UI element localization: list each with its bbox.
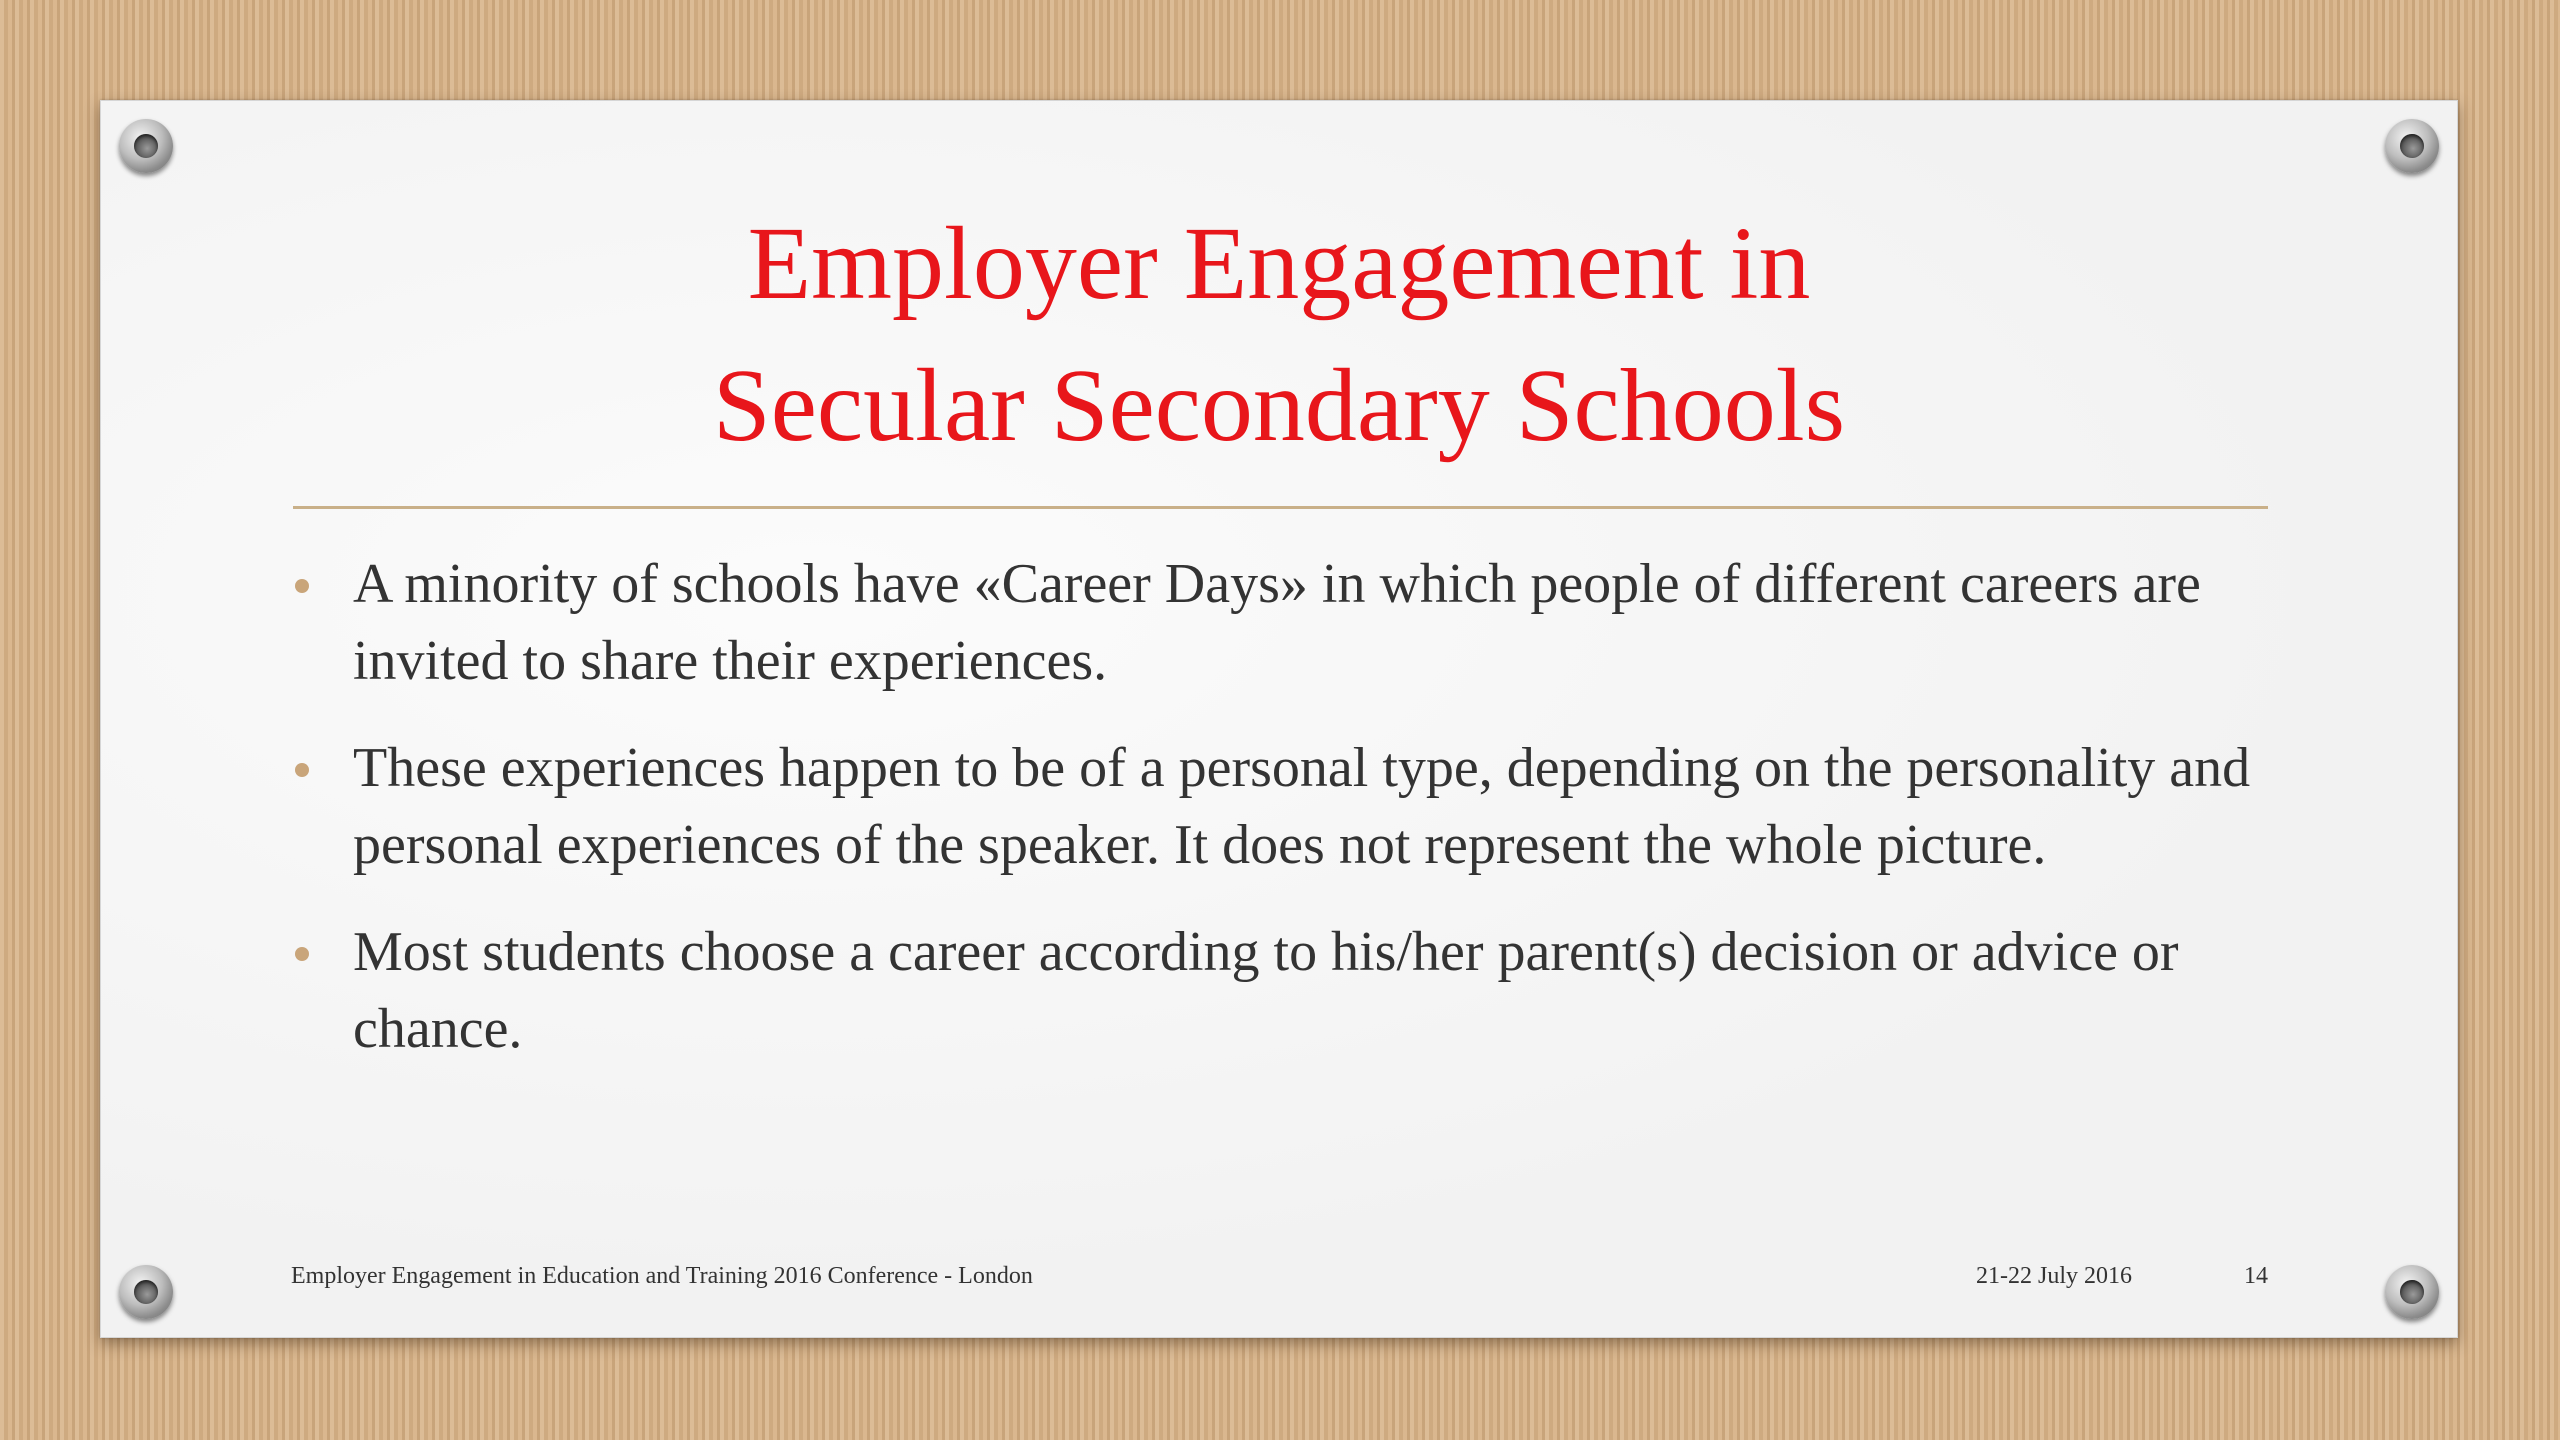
bullet-item xyxy=(293,730,2293,884)
screw-icon xyxy=(119,119,173,173)
footer-date: 21-22 July 2016 xyxy=(1976,1263,2132,1289)
bullet-item xyxy=(293,914,2293,1068)
slide-title-line-2: Secular Secondary Schools xyxy=(712,348,1846,463)
slide-title-line-1: Employer Engagement in xyxy=(747,206,1811,321)
slide xyxy=(100,100,2458,1338)
screw-icon xyxy=(119,1265,173,1319)
bullet-icon xyxy=(295,947,309,961)
screw-icon xyxy=(2385,1265,2439,1319)
bullet-icon xyxy=(295,763,309,777)
title-divider xyxy=(293,506,2268,509)
screw-icon xyxy=(2385,119,2439,173)
slide-title xyxy=(101,193,2457,477)
bullet-text: These experiences happen to be of a personal type, depending on the personality and personal experiences of the speaker. It does not represent the whole picture. xyxy=(353,737,2251,876)
footer-conference-text: Employer Engagement in Education and Training 2016 Conference - London xyxy=(291,1263,1033,1289)
bullet-item xyxy=(293,546,2293,700)
bullet-text: A minority of schools have «Career Days» in which people of different careers are invited to share their experiences. xyxy=(353,553,2201,692)
bullet-icon xyxy=(295,579,309,593)
bullet-text: Most students choose a career according to his/her parent(s) decision or advice or chance. xyxy=(353,921,2179,1060)
slide-number: 14 xyxy=(2244,1263,2268,1289)
bullet-list xyxy=(293,546,2293,1098)
